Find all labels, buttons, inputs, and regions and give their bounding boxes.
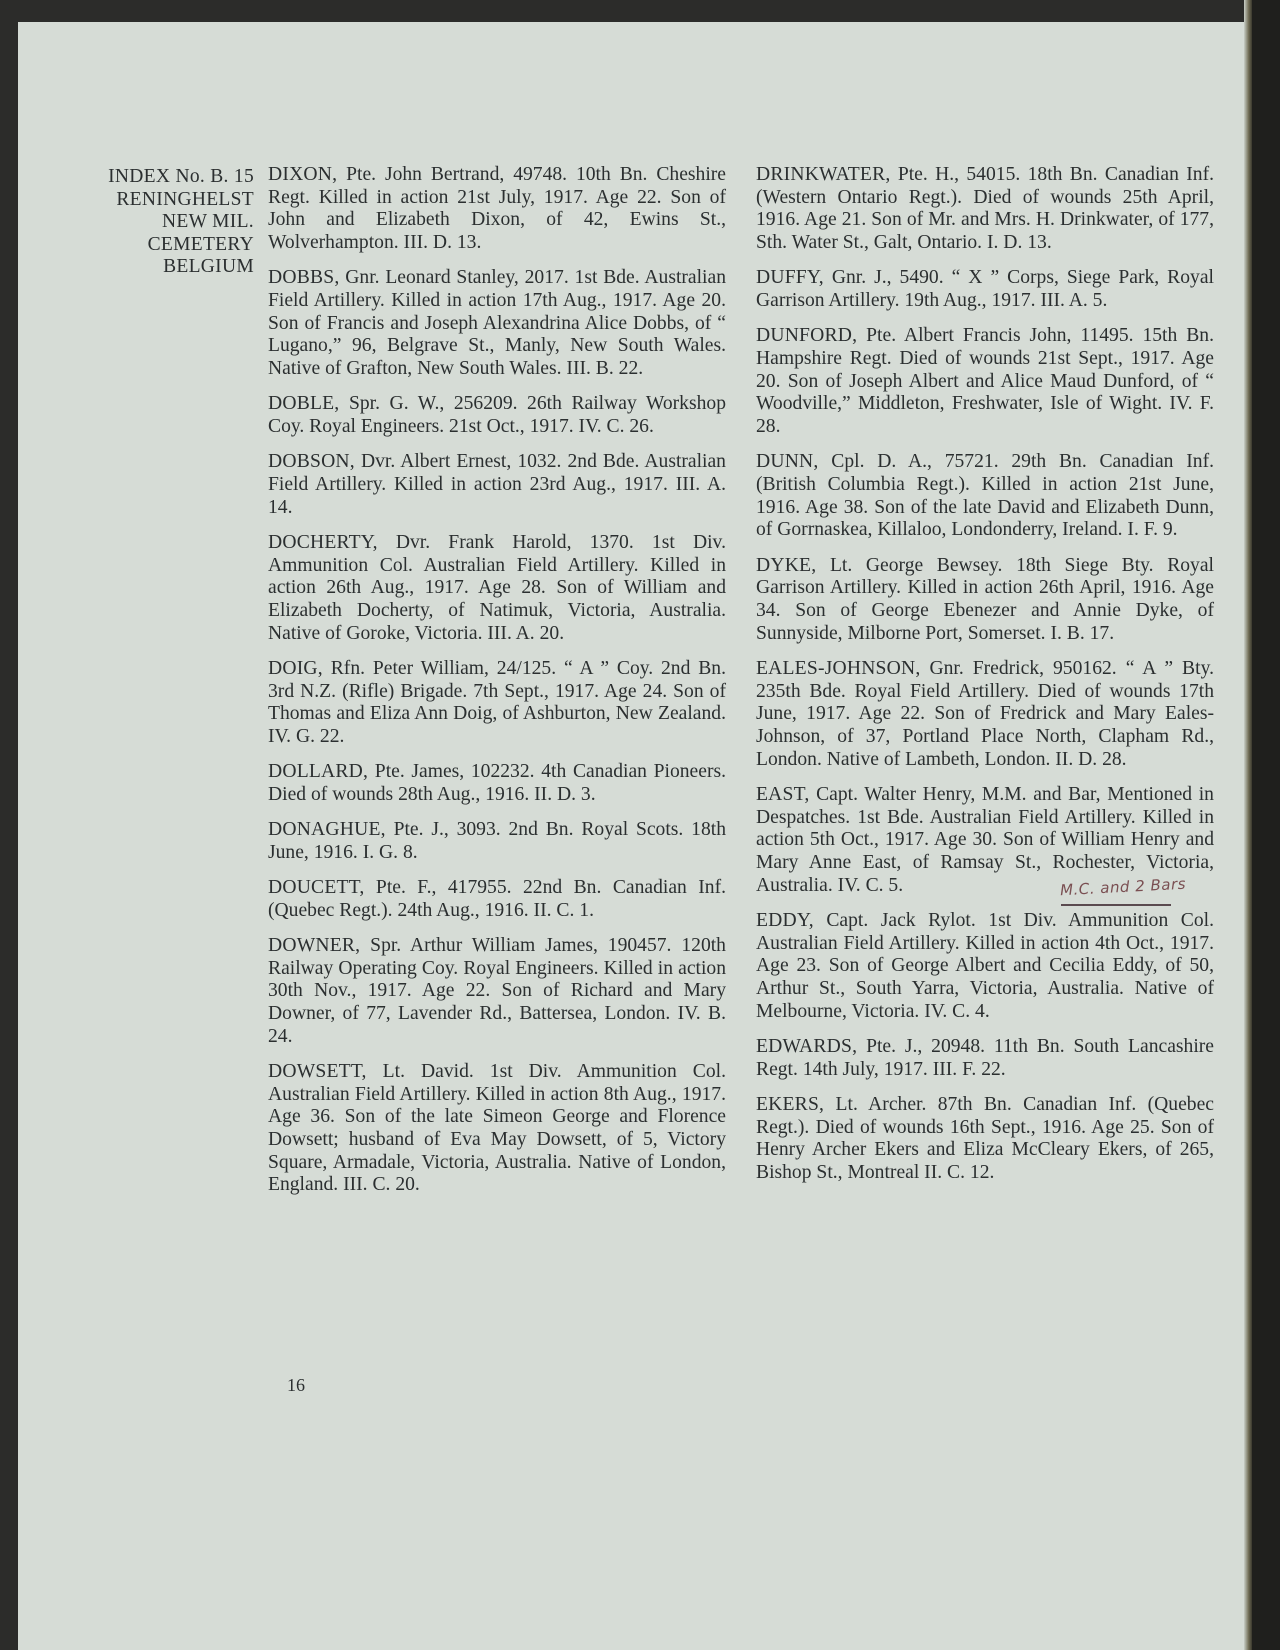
cemetery-name-line-3: CEMETERY bbox=[147, 233, 254, 255]
casualty-surname: DRINKWATER, bbox=[756, 164, 891, 185]
casualty-details: Capt. Walter Henry, M.M. and Bar, Mentioned in Despatches. 1st Bde. Australian Field Artillery. Killed in action 5th Oct., 1917. Age 30. Son of William Henry and Mary Anne East, of Ramsay St., Rochester, Victoria, Australia. IV. C. 5. bbox=[756, 783, 1214, 896]
casualty-details: Pte. Albert Francis John, 11495. 15th Bn. Hampshire Regt. Died of wounds 21st Sept., 1917. Age 20. Son of Joseph Albert and Alice Maud Dunford, of “ Woodville,” Middleton, Freshwater, Isle of Wight. IV. F. 28. bbox=[756, 325, 1214, 438]
casualty-entry bbox=[268, 658, 726, 749]
right-column bbox=[756, 164, 1214, 1197]
casualty-entry bbox=[268, 877, 726, 922]
casualty-details: Spr. Arthur William James, 190457. 120th Railway Operating Coy. Royal Engineers. Killed in action 30th Nov., 1917. Age 22. Son of Richard and Mary Downer, of 77, Lavender Rd., Battersea, London. IV. B. 24. bbox=[268, 934, 726, 1047]
casualty-surname: DONAGHUE, bbox=[268, 819, 386, 841]
casualty-details: Pte. J., 20948. 11th Bn. South Lancashire Regt. 14th July, 1917. III. F. 22. bbox=[756, 1035, 1214, 1080]
casualty-details: Gnr. J., 5490. “ X ” Corps, Siege Park, Royal Garrison Artillery. 19th Aug., 1917. III. A. 5. bbox=[756, 267, 1214, 312]
casualty-details: Pte. John Bertrand, 49748. 10th Bn. Cheshire Regt. Killed in action 21st July, 1917. Age 22. Son of John and Elizabeth Dixon, of 42, Ewins St., Wolverhampton. III. D. 13. bbox=[268, 164, 726, 254]
casualty-entry bbox=[756, 658, 1214, 772]
casualty-details: Rfn. Peter William, 24/125. “ A ” Coy. 2nd Bn. 3rd N.Z. (Rifle) Brigade. 7th Sept., 1917. Age 24. Son of Thomas and Eliza Ann Doig, of Ashburton, New Zealand. IV. G. 22. bbox=[268, 657, 727, 747]
strikethrough-mark bbox=[1061, 904, 1171, 906]
casualty-details: Pte. F., 417955. 22nd Bn. Canadian Inf. (Quebec Regt.). 24th Aug., 1916. II. C. 1. bbox=[268, 876, 726, 921]
casualty-entry bbox=[756, 451, 1214, 542]
casualty-entry bbox=[756, 555, 1214, 646]
casualty-surname: DUFFY, bbox=[756, 267, 824, 289]
casualty-details: Gnr. Leonard Stanley, 2017. 1st Bde. Australian Field Artillery. Killed in action 17th Aug., 1917. Age 20. Son of Francis and Joseph Alexandrina Alice Dobbs, of “ Lugano,” 96, Belgrave St., Manly, New South Wales. Native of Grafton, New South Wales. III. B. 22. bbox=[268, 267, 726, 380]
casualty-details: Lt. David. 1st Div. Ammunition Col. Australian Field Artillery. Killed in action 8th Aug., 1917. Age 36. Son of the late Simeon George and Florence Dowsett; husband of Eva May Dowsett, of 5, Victory Square, Armadale, Victoria, Australia. Native of London, England. III. C. 20. bbox=[268, 1060, 726, 1196]
casualty-details: Pte. H., 54015. 18th Bn. Canadian Inf. (Western Ontario Regt.). Died of wounds 25th April, 1916. Age 21. Son of Mr. and Mrs. H. Drinkwater, of 177, Sth. Water St., Galt, Ontario. I. D. 13. bbox=[756, 164, 1214, 254]
casualty-details: Lt. George Bewsey. 18th Siege Bty. Royal Garrison Artillery. Killed in action 26th April, 1916. Age 34. Son of George Ebenezer and Annie Dyke, of Sunnyside, Milborne Port, Somerset. I. B. 17. bbox=[756, 554, 1214, 644]
casualty-details: Lt. Archer. 87th Bn. Canadian Inf. (Quebec Regt.). Died of wounds 16th Sept., 1916. Age 25. Son of Henry Archer Ekers and Eliza McCleary Ekers, of 265, Bishop St., Montreal II. C. 12. bbox=[756, 1093, 1214, 1183]
handwritten-annotation: M.C. and 2 Bars bbox=[1059, 874, 1187, 900]
casualty-surname: EDDY, bbox=[756, 909, 814, 931]
casualty-surname: EDWARDS, bbox=[756, 1035, 858, 1057]
casualty-entry bbox=[268, 1061, 726, 1197]
casualty-surname: DOIG, bbox=[268, 657, 323, 679]
casualty-entry bbox=[268, 819, 726, 864]
casualty-entry bbox=[268, 164, 726, 255]
casualty-details: Dvr. Albert Ernest, 1032. 2nd Bde. Australian Field Artillery. Killed in action 23rd Aug., 1917. III. A. 14. bbox=[268, 451, 726, 518]
casualty-entry bbox=[268, 393, 726, 438]
casualty-entry bbox=[268, 267, 726, 381]
casualty-surname: DUNFORD, bbox=[756, 325, 858, 347]
casualty-surname: DOBBS, bbox=[268, 267, 340, 289]
casualty-entry bbox=[756, 325, 1214, 439]
cemetery-index-heading bbox=[48, 166, 254, 279]
book-spine bbox=[1244, 0, 1252, 1650]
casualty-entry bbox=[268, 451, 726, 519]
casualty-details: Spr. G. W., 256209. 26th Railway Workshop Coy. Royal Engineers. 21st Oct., 1917. IV. C. 26. bbox=[268, 393, 726, 438]
casualty-entry bbox=[756, 1094, 1214, 1185]
casualty-details: Pte. James, 102232. 4th Canadian Pioneers. Died of wounds 28th Aug., 1916. II. D. 3. bbox=[268, 761, 726, 805]
cemetery-name-line-1: RENINGHELST bbox=[116, 188, 254, 210]
left-column bbox=[268, 164, 726, 1210]
casualty-details: Dvr. Frank Harold, 1370. 1st Div. Ammunition Col. Australian Field Artillery. Killed in action 26th Aug., 1917. Age 28. Son of William and Elizabeth Docherty, of Natimuk, Victoria, Australia. Native of Goroke, Victoria. III. A. 20. bbox=[268, 531, 726, 644]
casualty-entry bbox=[268, 935, 726, 1049]
casualty-surname: DOBLE, bbox=[268, 393, 340, 415]
casualty-details: Cpl. D. A., 75721. 29th Bn. Canadian Inf. (British Columbia Regt.). Killed in action 21st June, 1916. Age 38. Son of the late David and Elizabeth Dunn, of Gorrnaskea, Killaloo, Londonderry, Ireland. I. F. 9. bbox=[756, 451, 1214, 541]
cemetery-name-line-2: NEW MIL. bbox=[162, 211, 254, 232]
casualty-details: Capt. Jack Rylot. 1st Div. Ammunition Col. Australian Field Artillery. Killed in action 4th Oct., 1917. Age 23. Son of George Albert and Cecilia Eddy, of 50, Arthur St., South Yarra, Victoria, Australia. Native of Melbourne, Victoria. IV. C. 4. bbox=[756, 909, 1214, 1022]
casualty-entry bbox=[756, 910, 1214, 1024]
casualty-surname: DOWSETT, bbox=[268, 1060, 367, 1082]
page-edge bbox=[1252, 0, 1280, 1650]
casualty-entry bbox=[756, 267, 1214, 312]
casualty-surname: EALES-JOHNSON, bbox=[756, 657, 921, 679]
casualty-surname: DUNN, bbox=[756, 451, 819, 473]
casualty-surname: DIXON, bbox=[268, 164, 338, 185]
casualty-entry bbox=[268, 532, 726, 646]
casualty-entry bbox=[268, 761, 726, 806]
casualty-surname: DOWNER, bbox=[268, 934, 361, 956]
casualty-surname: EKERS, bbox=[756, 1093, 825, 1115]
page-number: 16 bbox=[287, 1375, 305, 1395]
index-number: INDEX No. B. 15 bbox=[108, 166, 254, 187]
casualty-surname: DOCHERTY, bbox=[268, 531, 378, 553]
casualty-surname: DOLLARD, bbox=[268, 761, 369, 783]
casualty-details: Pte. J., 3093. 2nd Bn. Royal Scots. 18th June, 1916. I. G. 8. bbox=[268, 819, 726, 863]
casualty-surname: DOBSON, bbox=[268, 451, 355, 473]
country: BELGIUM bbox=[163, 256, 254, 277]
casualty-entry bbox=[756, 1036, 1214, 1081]
casualty-entry bbox=[756, 164, 1214, 255]
casualty-surname: DYKE, bbox=[756, 554, 817, 576]
casualty-surname: DOUCETT, bbox=[268, 876, 365, 898]
casualty-surname: EAST, bbox=[756, 783, 810, 805]
casualty-details: Gnr. Fredrick, 950162. “ A ” Bty. 235th Bde. Royal Field Artillery. Died of wounds 17th June, 1917. Age 22. Son of Fredrick and Mary Eales-Johnson, of 37, Portland Place North, Clapham Rd., London. Native of Lambeth, London. II. D. 28. bbox=[756, 657, 1214, 770]
